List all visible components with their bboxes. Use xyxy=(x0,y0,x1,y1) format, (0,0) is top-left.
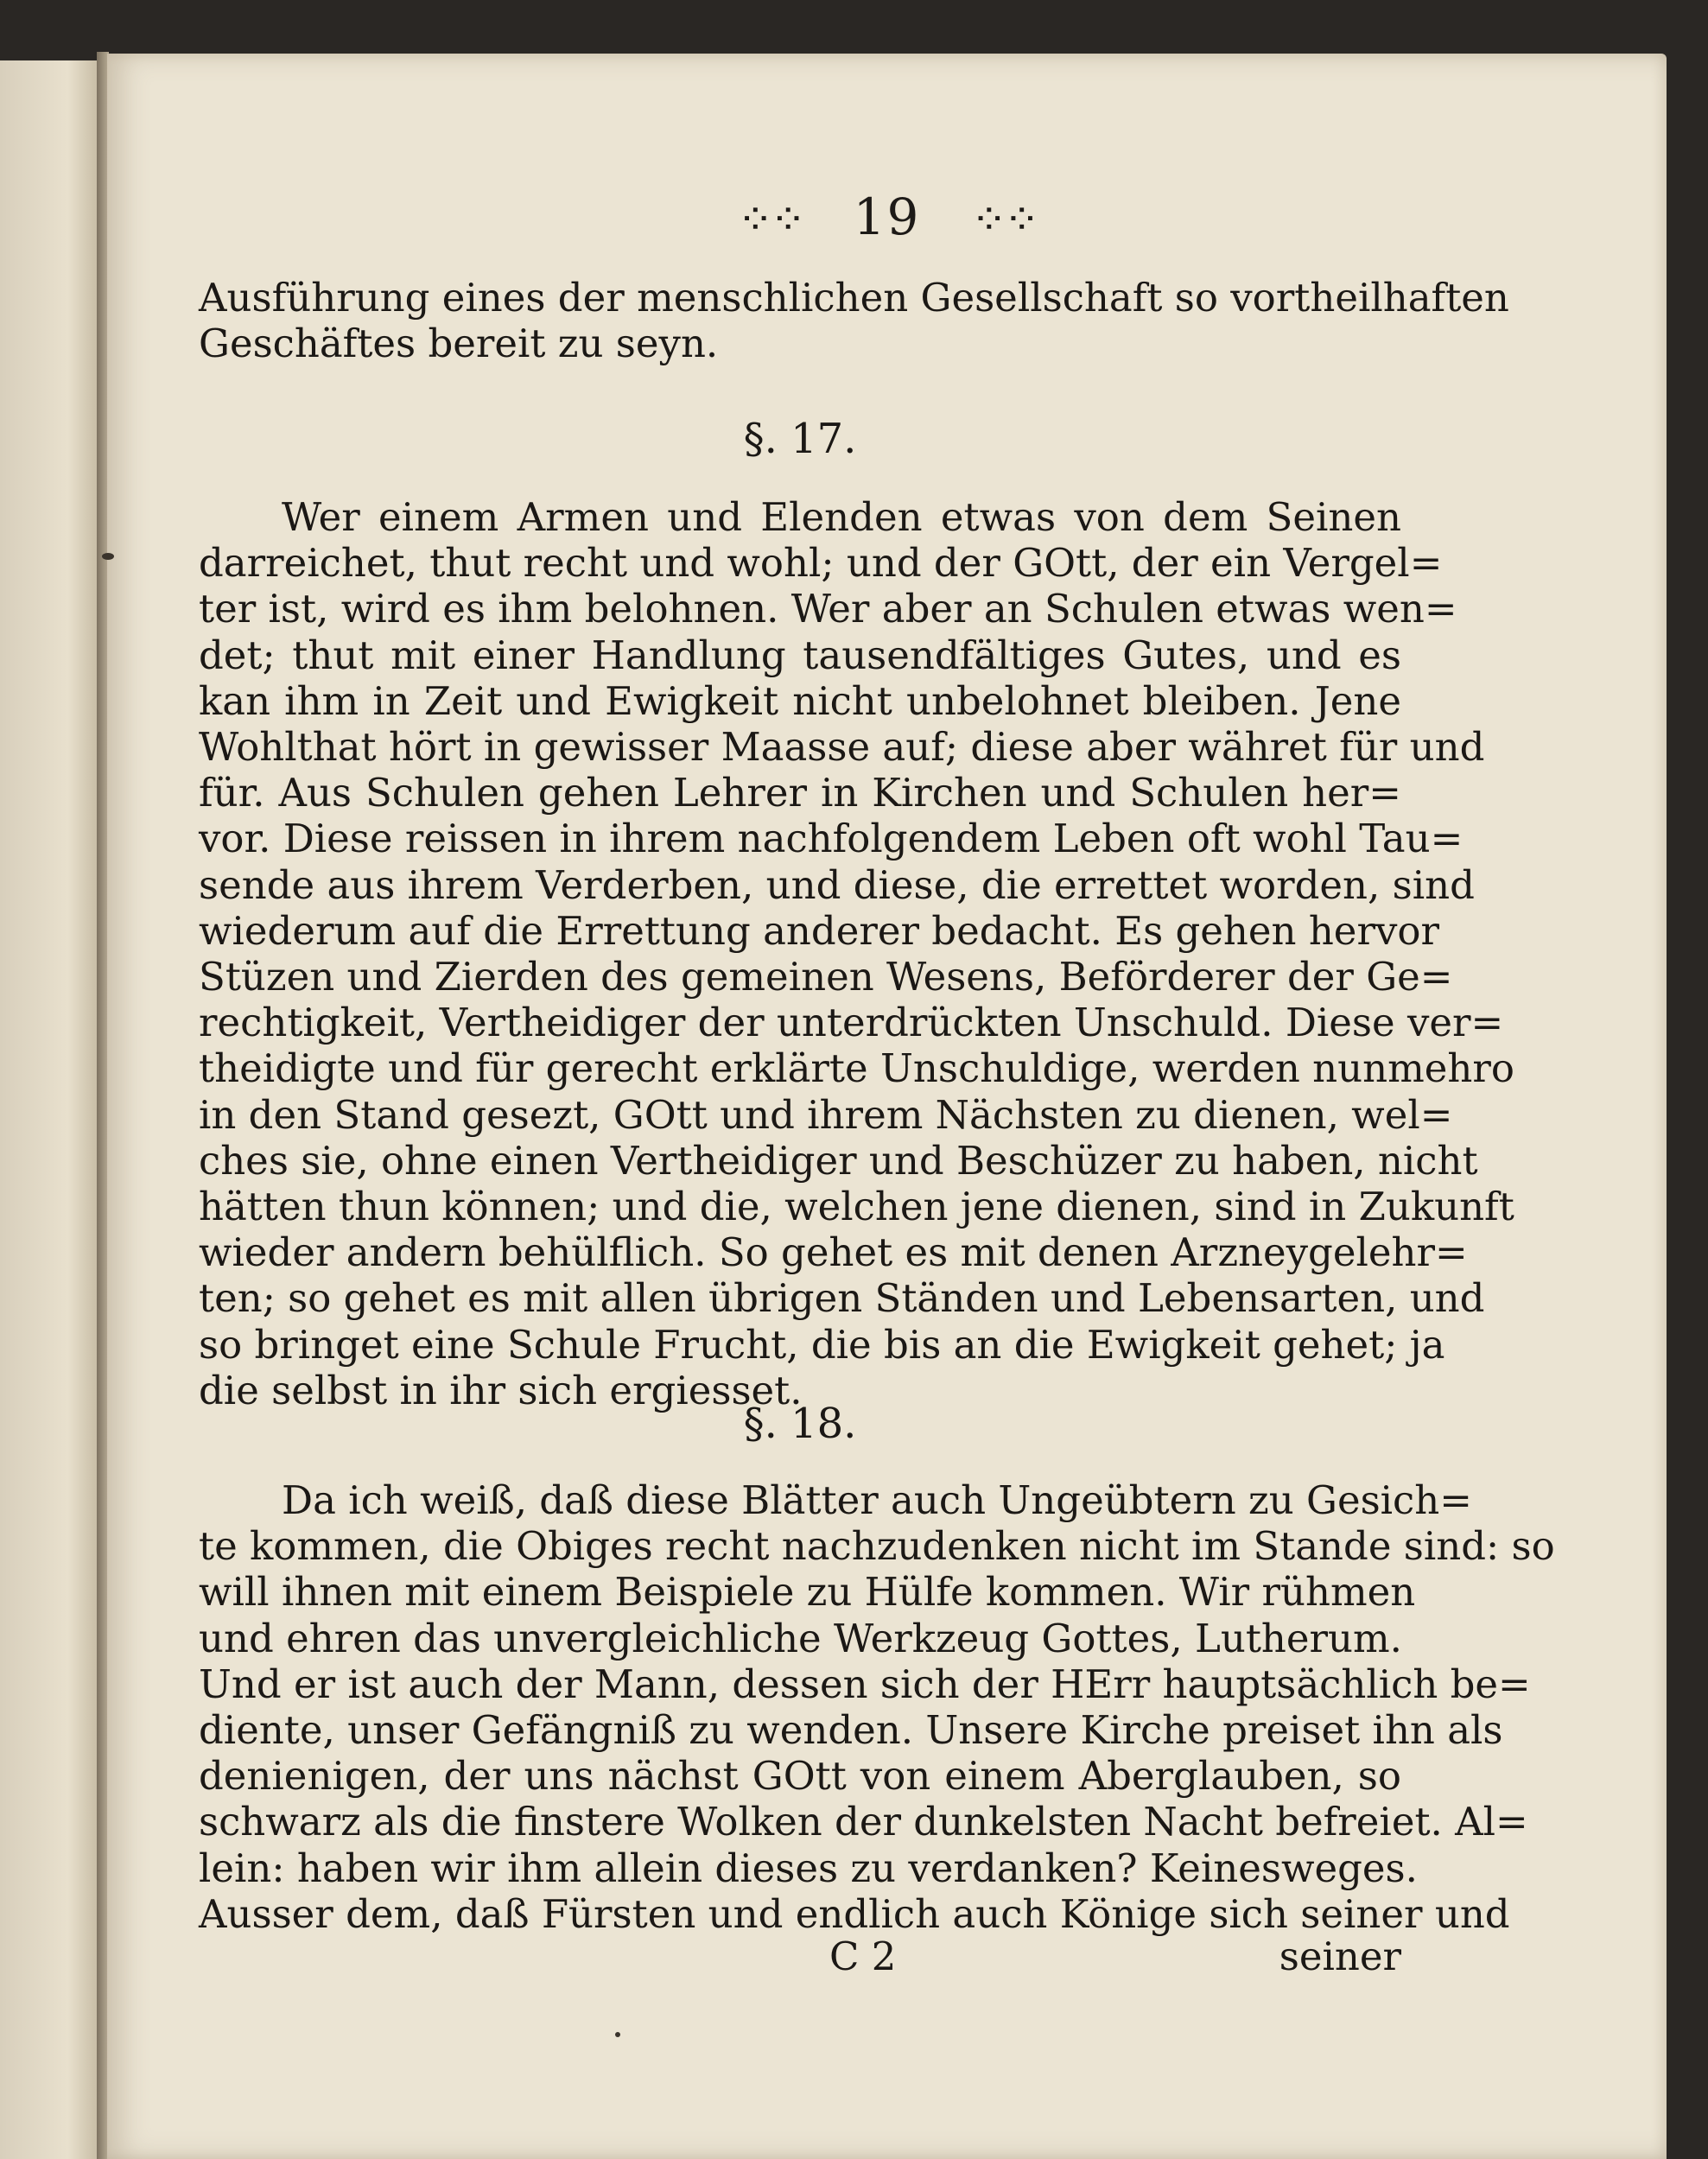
text-line: rechtigkeit, Vertheidiger der unterdrückten Unschuld. Diese ver= xyxy=(199,1000,1504,1046)
text-line: die selbst in ihr sich ergiesset. xyxy=(199,1367,803,1413)
text-line: kan ihm in Zeit und Ewigkeit nicht unbelohnet bleiben. Jene xyxy=(199,677,1401,724)
page-number: 19 xyxy=(853,187,921,246)
text-line: theidigte und für gerecht erklärte Unschuldige, werden nunmehro xyxy=(199,1045,1514,1092)
text-line: lein: haben wir ihm allein dieses zu verdanken? Keinesweges. xyxy=(199,1845,1418,1891)
text-line: te kommen, die Obiges recht nachzudenken nicht im Stande sind: so xyxy=(199,1523,1555,1570)
text-line: so bringet eine Schule Frucht, die bis an die Ewigkeit gehet; ja xyxy=(199,1321,1445,1368)
text-line: diente, unser Gefängniß zu wenden. Unsere Kirche preiset ihn als xyxy=(199,1707,1503,1754)
ornament-left-icon: ⁘⁘ xyxy=(737,194,803,244)
text-line: Ausser dem, daß Fürsten und endlich auch Könige sich seiner und xyxy=(199,1890,1510,1937)
text-line: schwarz als die finstere Wolken der dunkelsten Nacht befreiet. Al= xyxy=(199,1799,1528,1845)
text-line: Und er ist auch der Mann, dessen sich der HErr hauptsächlich be= xyxy=(199,1661,1531,1707)
catchword: seiner xyxy=(1279,1934,1401,1979)
section-heading-17: §. 17. xyxy=(743,415,857,463)
paper-speck xyxy=(615,2032,620,2037)
text-line: vor. Diese reissen in ihrem nachfolgendem Leben oft wohl Tau= xyxy=(199,816,1464,862)
text-line: det; thut mit einer Handlung tausendfältiges Gutes, und es xyxy=(199,632,1401,678)
text-line: und ehren das unvergleichliche Werkzeug Gottes, Lutherum. xyxy=(199,1615,1402,1661)
previous-page-edge xyxy=(0,60,98,2159)
text-line: Ausführung eines der menschlichen Gesellschaft so vortheilhaften xyxy=(199,275,1509,321)
text-line: sende aus ihrem Verderben, und diese, die errettet worden, sind xyxy=(199,861,1475,908)
text-line: Stüzen und Zierden des gemeinen Wesens, Beförderer der Ge= xyxy=(199,954,1453,1000)
page-footer xyxy=(199,1934,1401,1985)
text-line: ter ist, wird es ihm belohnen. Wer aber an Schulen etwas wen= xyxy=(199,586,1457,632)
text-line: ches sie, ohne einen Vertheidiger und Beschüzer zu haben, nicht xyxy=(199,1137,1478,1184)
text-line: wieder andern behülflich. So gehet es mit denen Arzneygelehr= xyxy=(199,1229,1468,1276)
text-line: will ihnen mit einem Beispiele zu Hülfe kommen. Wir rühmen xyxy=(199,1569,1416,1616)
text-line: Wohlthat hört in gewisser Maasse auf; diese aber währet für und xyxy=(199,724,1485,771)
ornament-right-icon: ⁘⁘ xyxy=(970,194,1037,244)
text-line: für. Aus Schulen gehen Lehrer in Kirchen und Schulen her= xyxy=(199,770,1401,816)
text-line: darreichet, thut recht und wohl; und der GOtt, der ein Vergel= xyxy=(199,540,1443,587)
section-17-paragraph xyxy=(199,494,1514,1413)
text-line: wiederum auf die Errettung anderer bedacht. Es gehen hervor xyxy=(199,907,1439,954)
section-heading-18: §. 18. xyxy=(743,1400,857,1448)
text-line: in den Stand gesezt, GOtt und ihrem Nächsten zu dienen, wel= xyxy=(199,1091,1453,1138)
text-line: Da ich weiß, daß diese Blätter auch Ungeübtern zu Gesich= xyxy=(282,1477,1472,1523)
text-line: denienigen, der uns nächst GOtt von einem Aberglauben, so xyxy=(199,1753,1401,1800)
text-line: ten; so gehet es mit allen übrigen Ständen und Lebensarten, und xyxy=(199,1275,1485,1322)
section-18-paragraph xyxy=(199,1477,1555,1937)
text-line: Wer einem Armen und Elenden etwas von dem Seinen xyxy=(282,494,1401,540)
paper-speck xyxy=(102,553,114,560)
page-header xyxy=(107,187,1667,246)
text-line: hätten thun können; und die, welchen jene dienen, sind in Zukunft xyxy=(199,1184,1514,1230)
text-line: Geschäftes bereit zu seyn. xyxy=(199,321,719,367)
signature-mark: C 2 xyxy=(829,1934,897,1979)
top-paragraph xyxy=(199,275,1509,367)
